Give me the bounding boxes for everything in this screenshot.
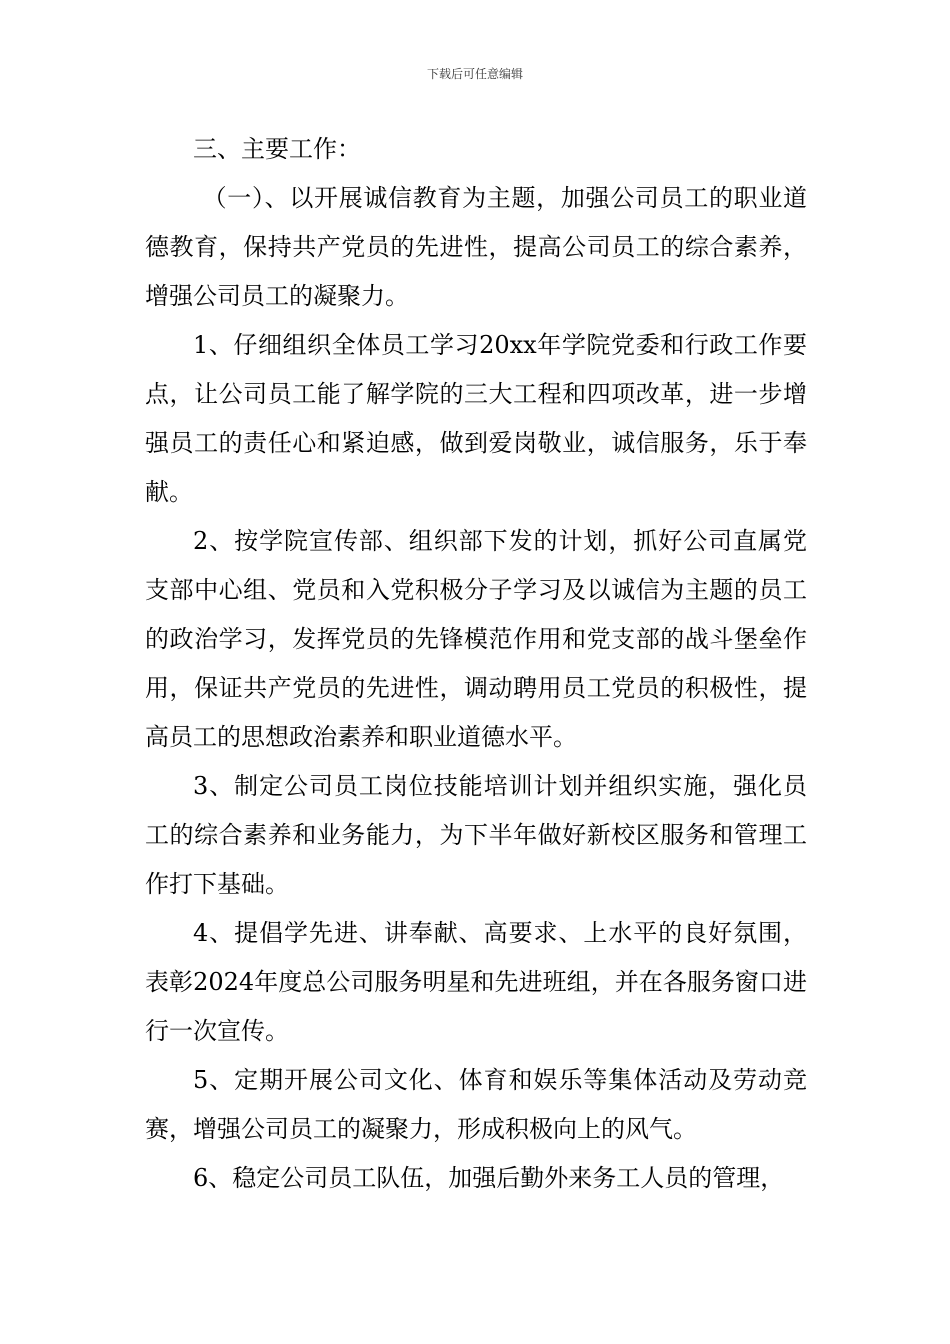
- sub-heading: （一）、以开展诚信教育为主题，加强公司员工的职业道德教育，保持共产党员的先进性，提高公司员工的综合素养，增强公司员工的凝聚力。: [145, 184, 807, 310]
- list-item: 1、仔细组织全体员工学习20xx年学院党委和行政工作要点，让公司员工能了解学院的三大工程和四项改革，进一步增强员工的责任心和紧迫感，做到爱岗敬业，诚信服务，乐于奉献。: [145, 331, 807, 506]
- page-header: 下载后可任意编辑: [426, 67, 523, 81]
- list-item: 2、按学院宣传部、组织部下发的计划，抓好公司直属党支部中心组、党员和入党积极分子学习及以诚信为主题的员工的政治学习，发挥党员的先锋模范作用和党支部的战斗堡垒作用，保证共产党员的先进性，调动聘用员工党员的积极性，提高员工的思想政治素养和职业道德水平。: [145, 527, 807, 751]
- list-item: 6、稳定公司员工队伍，加强后勤外来务工人员的管理，: [193, 1164, 785, 1192]
- section-heading: 三、主要工作：: [193, 135, 361, 163]
- document-body: [145, 125, 807, 1203]
- list-item: 4、提倡学先进、讲奉献、高要求、上水平的良好氛围，表彰2024年度总公司服务明星和先进班组，并在各服务窗口进行一次宣传。: [145, 919, 807, 1045]
- list-item: 5、定期开展公司文化、体育和娱乐等集体活动及劳动竞赛，增强公司员工的凝聚力，形成积极向上的风气。: [145, 1066, 807, 1143]
- list-item: 3、制定公司员工岗位技能培训计划并组织实施，强化员工的综合素养和业务能力，为下半年做好新校区服务和管理工作打下基础。: [145, 772, 807, 898]
